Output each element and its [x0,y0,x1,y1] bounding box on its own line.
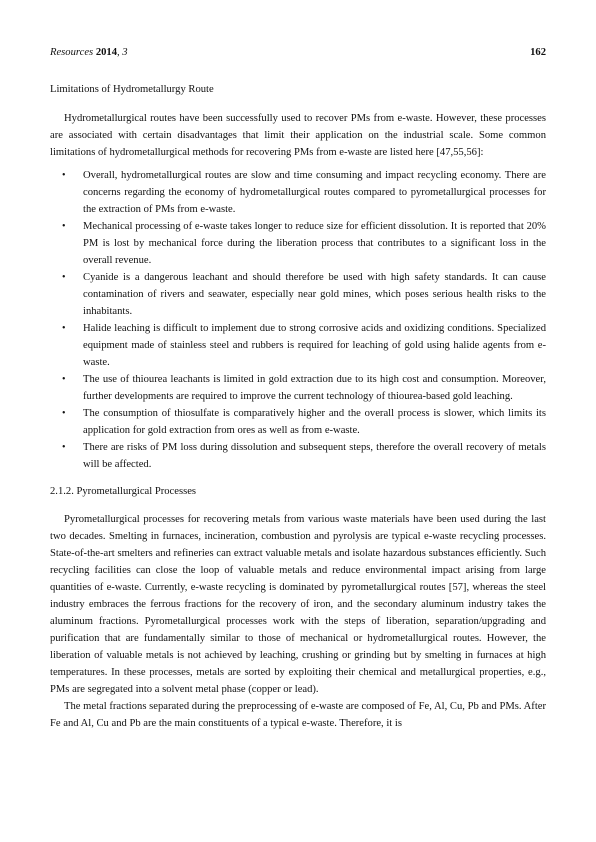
bullet-icon: • [62,170,66,181]
bullet-icon: • [62,408,66,419]
list-item-text: The use of thiourea leachants is limited in gold extraction due to its high cost and consumption. Moreover, further developments are required to improve the current technology of thiourea-based gold leaching. [83,374,546,402]
bullet-icon: • [62,221,66,232]
bullet-icon: • [62,442,66,453]
running-header [50,44,546,60]
journal-citation [50,44,128,61]
list-item [50,439,546,473]
journal-volume: , 3 [117,47,128,58]
list-item [50,320,546,371]
section-heading-pyrometallurgical: 2.1.2. Pyrometallurgical Processes [50,486,197,497]
list-item [50,371,546,405]
bullet-icon: • [62,323,66,334]
bullet-icon: • [62,374,66,385]
limitations-list [50,167,546,473]
page-body [50,81,546,732]
body-paragraph: The metal fractions separated during the preprocessing of e-waste are composed of Fe, Al, Cu, Pb and PMs. After Fe and Al, Cu and Pb are the main constituents of a typical e-waste. Therefore, it is [50,701,546,729]
list-item [50,218,546,269]
journal-year: 2014 [95,47,117,58]
list-item-text: Overall, hydrometallurgical routes are slow and time consuming and impact recycling economy. There are concerns regarding the economy of hydrometallurgical routes compared to pyrometallurgical processes for the extraction of PMs from e-waste. [83,170,546,215]
list-item-text: The consumption of thiosulfate is comparatively higher and the overall process is slower, which limits its application for gold extraction from ores as well as from e-waste. [83,408,546,436]
list-item [50,167,546,218]
list-item-text: Cyanide is a dangerous leachant and should therefore be used with high safety standards. It can cause contamination of rivers and seawater, especially near gold mines, which poses serious health risks to the inhabitants. [83,272,546,317]
bullet-icon: • [62,272,66,283]
section-heading-limitations: Limitations of Hydrometallurgy Route [50,84,214,95]
list-item [50,405,546,439]
page-number: 162 [530,47,546,58]
body-paragraph: Pyrometallurgical processes for recovering metals from various waste materials have been used during the last two decades. Smelting in furnaces, incineration, combustion and pyrolysis are typical e-waste recycling processes. State-of-the-art smelters and refineries can extract valuable metals and isolate hazardous substances efficiently. Such recycling facilities can close the loop of valuable metals and reduce environmental impact arising from large quantities of e-waste. Currently, e-waste recycling is dominated by pyrometallurgical routes [57], whereas the steel industry embraces the ferrous fractions for the recovery of iron, and the secondary aluminum industry takes the aluminum fractions. Pyrometallurgical processes work with the steps of liberation, separation/upgrading and purification that are fundamentally similar to those of mechanical or hydrometallurgical routes. However, the liberation of valuable metals is not achieved by leaching, crushing or grinding but by smelting in furnaces at high temperatures. In these processes, metals are sorted by exploiting their chemical and metallurgical properties, e.g., PMs are segregated into a solvent metal phase (copper or lead). [50,514,546,695]
intro-paragraph: Hydrometallurgical routes have been successfully used to recover PMs from e-waste. However, these processes are associated with certain disadvantages that limit their application on the industrial scale. Some common limitations of hydrometallurgical methods for recovering PMs from e-waste are listed here [47,55,56]: [50,113,546,158]
list-item-text: There are risks of PM loss during dissolution and subsequent steps, therefore the overall recovery of metals will be affected. [83,442,546,470]
list-item-text: Halide leaching is difficult to implement due to strong corrosive acids and oxidizing conditions. Specialized equipment made of stainless steel and rubbers is required for leaching of gold using halide agents from e-waste. [83,323,546,368]
list-item [50,269,546,320]
journal-name: Resources [50,47,94,58]
list-item-text: Mechanical processing of e-waste takes longer to reduce size for efficient dissolution. It is reported that 20% PM is lost by mechanical force during the liberation process that contributes to a significant loss in the overall revenue. [83,221,546,266]
